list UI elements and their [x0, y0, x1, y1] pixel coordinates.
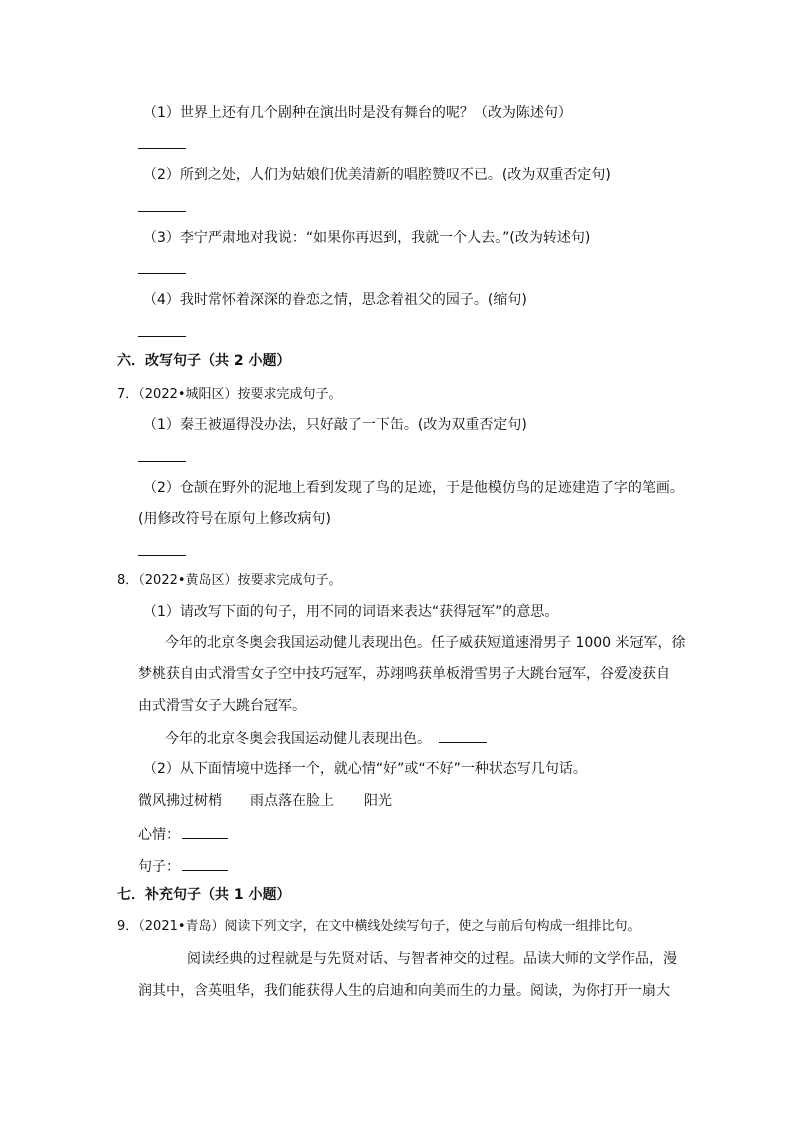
- answer-blank-q6-1[interactable]: [138, 148, 186, 149]
- q8-item-2: （2）从下面情境中选择一个，就心情“好”或“不好”一种状态写几句话。: [143, 761, 587, 777]
- q6-item-3: （3）李宁严肃地对我说：“如果你再迟到，我就一个人去。”(改为转述句): [143, 230, 591, 246]
- q6-item-1: （1）世界上还有几个剧种在演出时是没有舞台的呢？（改为陈述句）: [143, 105, 572, 121]
- scene-option-1: 微风拂过树梢: [138, 793, 222, 809]
- q7-item-2-line-2: (用修改符号在原句上修改病句): [138, 511, 331, 527]
- q9-stem: 9．（2021•青岛）阅读下列文字，在文中横线处续写句子，使之与前后句构成一组排比句。: [117, 919, 641, 934]
- q8-item-1: （1）请改写下面的句子，用不同的词语来表达“获得冠军”的意思。: [143, 604, 559, 620]
- q8-paragraph-line-1: 今年的北京冬奥会我国运动健儿表现出色。任子威获短道速滑男子 1000 米冠军，徐: [165, 635, 686, 651]
- q6-item-2: （2）所到之处，人们为姑娘们优美清新的唱腔赞叹不已。(改为双重否定句): [143, 167, 611, 183]
- answer-blank-q7-1[interactable]: [138, 461, 186, 462]
- scene-option-2: 雨点落在脸上: [250, 793, 334, 809]
- sentence-label: 句子：: [138, 859, 180, 875]
- section-heading-7: 七．补充句子（共 1 小题）: [117, 887, 291, 903]
- q6-item-4: （4）我时常怀着深深的眷恋之情，思念着祖父的园子。(缩句): [143, 292, 527, 308]
- section-heading-6: 六．改写句子（共 2 小题）: [117, 353, 291, 369]
- answer-blank-q8-1[interactable]: [439, 728, 487, 743]
- q8-rewrite-line: [165, 728, 487, 749]
- sentence-answer-blank[interactable]: [182, 856, 228, 871]
- mood-answer-blank[interactable]: [182, 824, 228, 839]
- answer-blank-q6-3[interactable]: [138, 273, 186, 274]
- q8-rewrite-prompt: 今年的北京冬奥会我国运动健儿表现出色。: [165, 731, 431, 747]
- q8-paragraph-line-2: 梦桃获自由式滑雪女子空中技巧冠军，苏翊鸣获单板滑雪男子大跳台冠军，谷爱凌获自: [138, 666, 670, 682]
- q8-stem: 8．（2022•黄岛区）按要求完成句子。: [117, 573, 342, 588]
- answer-blank-q6-4[interactable]: [138, 336, 186, 337]
- q7-item-2-line-1: （2）仓颉在野外的泥地上看到发现了鸟的足迹，于是他模仿鸟的足迹建造了字的笔画。: [143, 480, 684, 496]
- mood-label: 心情：: [138, 827, 180, 843]
- q7-item-1: （1）秦王被逼得没办法，只好敲了一下缶。(改为双重否定句): [143, 417, 527, 433]
- q9-paragraph-line-2: 润其中，含英咀华，我们能获得人生的启迪和向美而生的力量。阅读，为你打开一扇大: [138, 983, 670, 999]
- q8-paragraph-line-3: 由式滑雪女子大跳台冠军。: [138, 698, 306, 714]
- sentence-row: [138, 856, 228, 877]
- answer-blank-q7-2[interactable]: [138, 555, 186, 556]
- q9-paragraph-line-1: 阅读经典的过程就是与先贤对话、与智者神交的过程。品读大师的文学作品，漫: [187, 951, 677, 967]
- answer-blank-q6-2[interactable]: [138, 211, 186, 212]
- scene-option-3: 阳光: [364, 793, 392, 809]
- q7-stem: 7．（2022•城阳区）按要求完成句子。: [117, 387, 342, 402]
- mood-row: [138, 824, 228, 845]
